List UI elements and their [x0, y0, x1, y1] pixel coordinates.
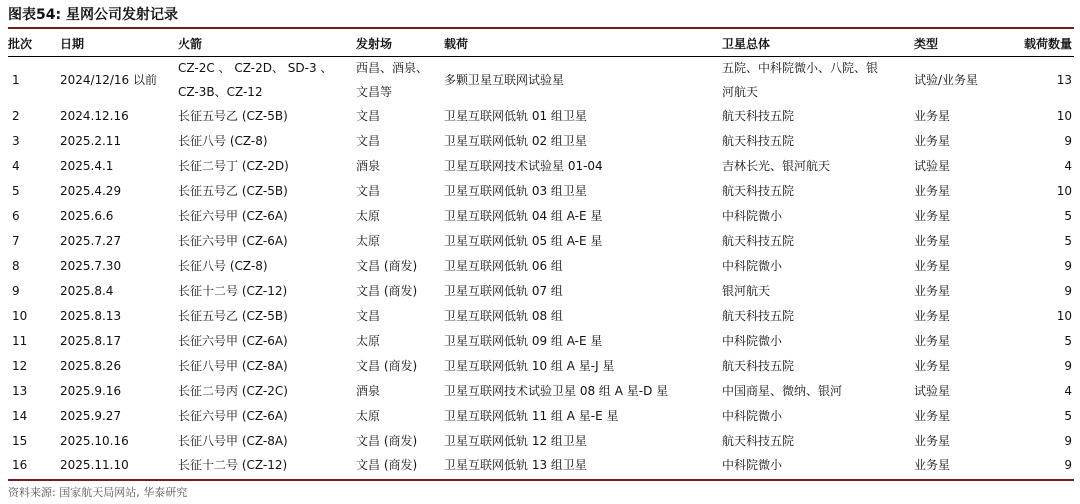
cell-maker: 航天科技五院 — [722, 359, 795, 373]
cell-batch: 2 — [12, 109, 20, 123]
cell-site: 酒泉 — [356, 159, 381, 173]
cell-type: 业务星 — [914, 284, 951, 298]
col-header-site: 发射场 — [356, 37, 393, 51]
cell-count: 9 — [1064, 458, 1072, 472]
cell-site: 文昌 — [356, 184, 381, 198]
cell-count: 9 — [1064, 434, 1072, 448]
cell-maker: 航天科技五院 — [722, 134, 795, 148]
cell-payload: 多颗卫星互联网试验星 — [444, 73, 565, 87]
cell-rocket: 长征十二号 (CZ-12) — [178, 458, 288, 472]
cell-type: 试验星 — [914, 384, 951, 398]
cell-maker: 航天科技五院 — [722, 309, 795, 323]
cell-payload: 卫星互联网技术试验卫星 08 组 A 星-D 星 — [444, 384, 669, 398]
cell-date: 2025.7.27 — [60, 234, 122, 248]
cell-rocket: 长征八号甲 (CZ-8A) — [178, 359, 288, 373]
col-header-date: 日期 — [60, 37, 85, 51]
cell-maker: 中科院微小 — [722, 209, 783, 223]
source-note: 资料来源: 国家航天局网站, 华泰研究 — [8, 486, 188, 499]
cell-batch: 10 — [12, 309, 28, 323]
cell-maker: 航天科技五院 — [722, 109, 795, 123]
cell-batch: 3 — [12, 134, 20, 148]
cell-payload: 卫星互联网低轨 04 组 A-E 星 — [444, 209, 603, 223]
cell-batch: 5 — [12, 184, 20, 198]
cell-payload: 卫星互联网低轨 01 组卫星 — [444, 109, 587, 123]
cell-type: 业务星 — [914, 134, 951, 148]
cell-rocket: 长征五号乙 (CZ-5B) — [178, 309, 288, 323]
cell-date: 2025.6.6 — [60, 209, 114, 223]
cell-batch: 16 — [12, 458, 28, 472]
cell-payload: 卫星互联网低轨 13 组卫星 — [444, 458, 587, 472]
cell-maker: 中国商星、微纳、银河 — [722, 384, 843, 398]
cell-rocket: CZ-2C 、 CZ-2D、 SD-3 、 — [178, 61, 333, 75]
cell-type: 业务星 — [914, 234, 951, 248]
cell-site: 太原 — [356, 409, 381, 423]
col-header-count: 载荷数量 — [1023, 37, 1072, 51]
cell-rocket: 长征五号乙 (CZ-5B) — [178, 109, 288, 123]
cell-maker: 吉林长光、银河航天 — [722, 159, 831, 173]
figure-title: 图表54: 星网公司发射记录 — [8, 7, 178, 23]
cell-payload: 卫星互联网低轨 08 组 — [444, 309, 563, 323]
cell-count: 13 — [1056, 73, 1072, 87]
cell-maker: 中科院微小 — [722, 409, 783, 423]
cell-date: 2024/12/16 以前 — [60, 73, 157, 87]
cell-site: 文昌 — [356, 309, 381, 323]
cell-rocket: 长征六号甲 (CZ-6A) — [178, 409, 288, 423]
cell-date: 2025.8.13 — [60, 309, 122, 323]
cell-maker: 中科院微小 — [722, 458, 783, 472]
cell-site: 酒泉 — [356, 384, 381, 398]
cell-rocket: 长征六号甲 (CZ-6A) — [178, 334, 288, 348]
cell-maker: 中科院微小 — [722, 259, 783, 273]
cell-maker: 航天科技五院 — [722, 184, 795, 198]
header-rule — [8, 56, 1074, 57]
cell-rocket: 长征八号甲 (CZ-8A) — [178, 434, 288, 448]
cell-site: 文昌 (商发) — [356, 434, 418, 448]
cell-rocket: 长征二号丙 (CZ-2C) — [178, 384, 288, 398]
cell-batch: 9 — [12, 284, 20, 298]
cell-batch: 12 — [12, 359, 28, 373]
cell-payload: 卫星互联网低轨 03 组卫星 — [444, 184, 587, 198]
bottom-rule — [8, 479, 1074, 481]
cell-type: 业务星 — [914, 334, 951, 348]
cell-count: 4 — [1064, 159, 1072, 173]
cell-date: 2025.9.27 — [60, 409, 122, 423]
cell-maker: 航天科技五院 — [722, 434, 795, 448]
cell-payload: 卫星互联网低轨 09 组 A-E 星 — [444, 334, 603, 348]
cell-type: 试验星 — [914, 159, 951, 173]
cell-rocket: CZ-3B、CZ-12 — [178, 85, 263, 99]
cell-date: 2025.8.17 — [60, 334, 122, 348]
cell-type: 业务星 — [914, 359, 951, 373]
cell-maker: 航天科技五院 — [722, 234, 795, 248]
cell-date: 2025.9.16 — [60, 384, 122, 398]
cell-rocket: 长征五号乙 (CZ-5B) — [178, 184, 288, 198]
cell-payload: 卫星互联网低轨 06 组 — [444, 259, 563, 273]
cell-payload: 卫星互联网低轨 10 组 A 星-J 星 — [444, 359, 615, 373]
cell-maker: 中科院微小 — [722, 334, 783, 348]
cell-count: 5 — [1064, 409, 1072, 423]
cell-date: 2024.12.16 — [60, 109, 129, 123]
cell-date: 2025.7.30 — [60, 259, 122, 273]
cell-rocket: 长征六号甲 (CZ-6A) — [178, 234, 288, 248]
cell-site: 太原 — [356, 234, 381, 248]
cell-count: 10 — [1056, 184, 1072, 198]
cell-rocket: 长征十二号 (CZ-12) — [178, 284, 288, 298]
cell-date: 2025.8.26 — [60, 359, 122, 373]
cell-maker: 银河航天 — [722, 284, 771, 298]
cell-payload: 卫星互联网低轨 12 组卫星 — [444, 434, 587, 448]
cell-batch: 8 — [12, 259, 20, 273]
cell-batch: 15 — [12, 434, 28, 448]
cell-date: 2025.8.4 — [60, 284, 114, 298]
cell-rocket: 长征六号甲 (CZ-6A) — [178, 209, 288, 223]
cell-site: 文昌 (商发) — [356, 259, 418, 273]
cell-date: 2025.4.1 — [60, 159, 114, 173]
cell-type: 业务星 — [914, 434, 951, 448]
cell-count: 9 — [1064, 359, 1072, 373]
cell-type: 业务星 — [914, 309, 951, 323]
cell-type: 业务星 — [914, 109, 951, 123]
cell-rocket: 长征八号 (CZ-8) — [178, 259, 268, 273]
cell-count: 5 — [1064, 234, 1072, 248]
col-header-rocket: 火箭 — [178, 37, 203, 51]
cell-site: 文昌等 — [356, 85, 393, 99]
cell-maker: 河航天 — [722, 85, 759, 99]
cell-type: 业务星 — [914, 184, 951, 198]
cell-site: 太原 — [356, 209, 381, 223]
cell-rocket: 长征八号 (CZ-8) — [178, 134, 268, 148]
cell-maker: 五院、中科院微小、八院、银 — [722, 61, 879, 75]
cell-type: 业务星 — [914, 209, 951, 223]
cell-site: 文昌 (商发) — [356, 284, 418, 298]
cell-payload: 卫星互联网低轨 11 组 A 星-E 星 — [444, 409, 619, 423]
cell-site: 文昌 — [356, 134, 381, 148]
col-header-maker: 卫星总体 — [722, 37, 771, 51]
cell-payload: 卫星互联网技术试验星 01-04 — [444, 159, 603, 173]
cell-site: 文昌 (商发) — [356, 458, 418, 472]
cell-site: 西昌、酒泉、 — [356, 61, 429, 75]
cell-batch: 14 — [12, 409, 28, 423]
cell-batch: 4 — [12, 159, 20, 173]
title-rule — [8, 27, 1074, 29]
cell-payload: 卫星互联网低轨 07 组 — [444, 284, 563, 298]
cell-count: 5 — [1064, 209, 1072, 223]
cell-site: 太原 — [356, 334, 381, 348]
col-header-payload: 载荷 — [444, 37, 469, 51]
cell-date: 2025.11.10 — [60, 458, 129, 472]
cell-count: 9 — [1064, 284, 1072, 298]
cell-count: 9 — [1064, 134, 1072, 148]
cell-type: 业务星 — [914, 409, 951, 423]
cell-batch: 11 — [12, 334, 28, 348]
cell-batch: 1 — [12, 73, 20, 87]
cell-date: 2025.4.29 — [60, 184, 122, 198]
cell-count: 10 — [1056, 309, 1072, 323]
cell-count: 9 — [1064, 259, 1072, 273]
cell-count: 4 — [1064, 384, 1072, 398]
cell-type: 试验/业务星 — [914, 73, 979, 87]
cell-site: 文昌 — [356, 109, 381, 123]
cell-rocket: 长征二号丁 (CZ-2D) — [178, 159, 289, 173]
col-header-type: 类型 — [914, 37, 939, 51]
col-header-batch: 批次 — [8, 37, 33, 51]
cell-date: 2025.10.16 — [60, 434, 129, 448]
cell-batch: 7 — [12, 234, 20, 248]
cell-batch: 6 — [12, 209, 20, 223]
cell-payload: 卫星互联网低轨 05 组 A-E 星 — [444, 234, 603, 248]
cell-date: 2025.2.11 — [60, 134, 122, 148]
cell-count: 5 — [1064, 334, 1072, 348]
cell-site: 文昌 (商发) — [356, 359, 418, 373]
cell-batch: 13 — [12, 384, 28, 398]
cell-payload: 卫星互联网低轨 02 组卫星 — [444, 134, 587, 148]
cell-count: 10 — [1056, 109, 1072, 123]
cell-type: 业务星 — [914, 458, 951, 472]
cell-type: 业务星 — [914, 259, 951, 273]
